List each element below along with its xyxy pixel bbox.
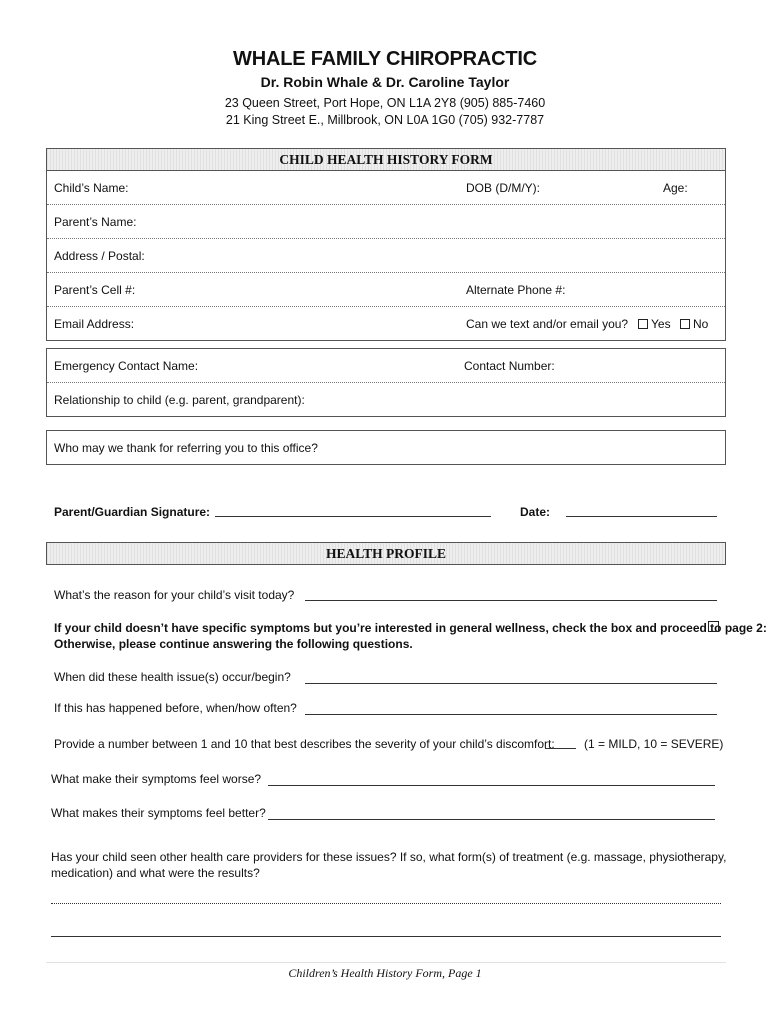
better-question: What makes their symptoms feel better? (51, 806, 266, 820)
before-answer-line[interactable] (305, 714, 717, 715)
referral-section (46, 430, 726, 465)
address-line-1: 23 Queen Street, Port Hope, ON L1A 2Y8 (905) 885-7460 (224, 96, 546, 110)
when-question: When did these health issue(s) occur/begin? (54, 670, 291, 684)
other-providers-answer-line-1[interactable] (51, 903, 721, 904)
before-question: If this has happened before, when/how often? (54, 701, 297, 715)
clinic-title: WHALE FAMILY CHIROPRACTIC (233, 48, 537, 70)
emergency-contact-section (46, 348, 726, 417)
referral-question: Who may we thank for referring you to this office? (54, 441, 318, 455)
reason-answer-line[interactable] (305, 600, 717, 601)
other-providers-question-1: Has your child seen other health care providers for these issues? If so, what form(s) of treatment (e.g. massage, physiotherapy, (51, 850, 727, 864)
childs-name-row[interactable] (47, 171, 725, 205)
emergency-contact-label: Emergency Contact Name: (54, 359, 199, 373)
severity-question: Provide a number between 1 and 10 that best describes the severity of your child’s discomfort: (54, 737, 555, 751)
parents-name-row[interactable] (47, 205, 725, 239)
wellness-instruction-2: Otherwise, please continue answering the following questions. (54, 637, 413, 651)
severity-scale: (1 = MILD, 10 = SEVERE) (584, 737, 724, 751)
contact-number-label: Contact Number: (464, 359, 555, 373)
no-label: No (693, 317, 709, 331)
yes-option[interactable] (638, 317, 671, 331)
child-form-heading: CHILD HEALTH HISTORY FORM (47, 149, 725, 171)
yes-label: Yes (651, 317, 671, 331)
wellness-checkbox[interactable] (708, 621, 719, 632)
health-profile-heading: HEALTH PROFILE (47, 543, 725, 564)
doctors-names: Dr. Robin Whale & Dr. Caroline Taylor (260, 74, 510, 90)
other-providers-answer-line-2[interactable] (51, 936, 721, 937)
signature-line[interactable] (215, 516, 491, 517)
no-option[interactable] (680, 317, 708, 331)
child-info-section (46, 148, 726, 341)
footer-divider (46, 962, 726, 963)
no-checkbox[interactable] (680, 319, 690, 329)
text-email-question: Can we text and/or email you? (466, 317, 629, 331)
age-label: Age: (663, 181, 688, 195)
when-answer-line[interactable] (305, 683, 717, 684)
parents-cell-label: Parent’s Cell #: (54, 283, 136, 297)
relationship-label: Relationship to child (e.g. parent, grandparent): (54, 393, 305, 407)
address-line-2: 21 King Street E., Millbrook, ON L0A 1G0 (705) 932-7787 (225, 113, 545, 127)
phone-row[interactable] (47, 273, 725, 307)
parents-name-label: Parent’s Name: (54, 215, 137, 229)
alternate-phone-label: Alternate Phone #: (466, 283, 566, 297)
severity-answer-line[interactable] (545, 748, 576, 749)
date-label: Date: (520, 505, 551, 519)
address-row[interactable] (47, 239, 725, 273)
worse-answer-line[interactable] (268, 785, 715, 786)
email-row[interactable] (47, 307, 725, 340)
date-line[interactable] (566, 516, 717, 517)
relationship-row[interactable] (47, 383, 725, 416)
dob-label: DOB (D/M/Y): (466, 181, 540, 195)
worse-question: What make their symptoms feel worse? (51, 772, 262, 786)
childs-name-label: Child’s Name: (54, 181, 129, 195)
emergency-name-row[interactable] (47, 349, 725, 383)
health-profile-section (46, 542, 726, 565)
reason-question: What’s the reason for your child’s visit today? (54, 588, 295, 602)
yes-checkbox[interactable] (638, 319, 648, 329)
other-providers-question-2: medication) and what were the results? (51, 866, 260, 880)
signature-label: Parent/Guardian Signature: (54, 505, 211, 519)
address-label: Address / Postal: (54, 249, 145, 263)
better-answer-line[interactable] (268, 819, 715, 820)
page-footer: Children’s Health History Form, Page 1 (288, 966, 482, 980)
referral-row[interactable] (47, 431, 725, 464)
wellness-instruction-1: If your child doesn’t have specific symptoms but you’re interested in general wellness, check the box and proceed to page 2: (54, 621, 767, 635)
email-label: Email Address: (54, 317, 135, 331)
